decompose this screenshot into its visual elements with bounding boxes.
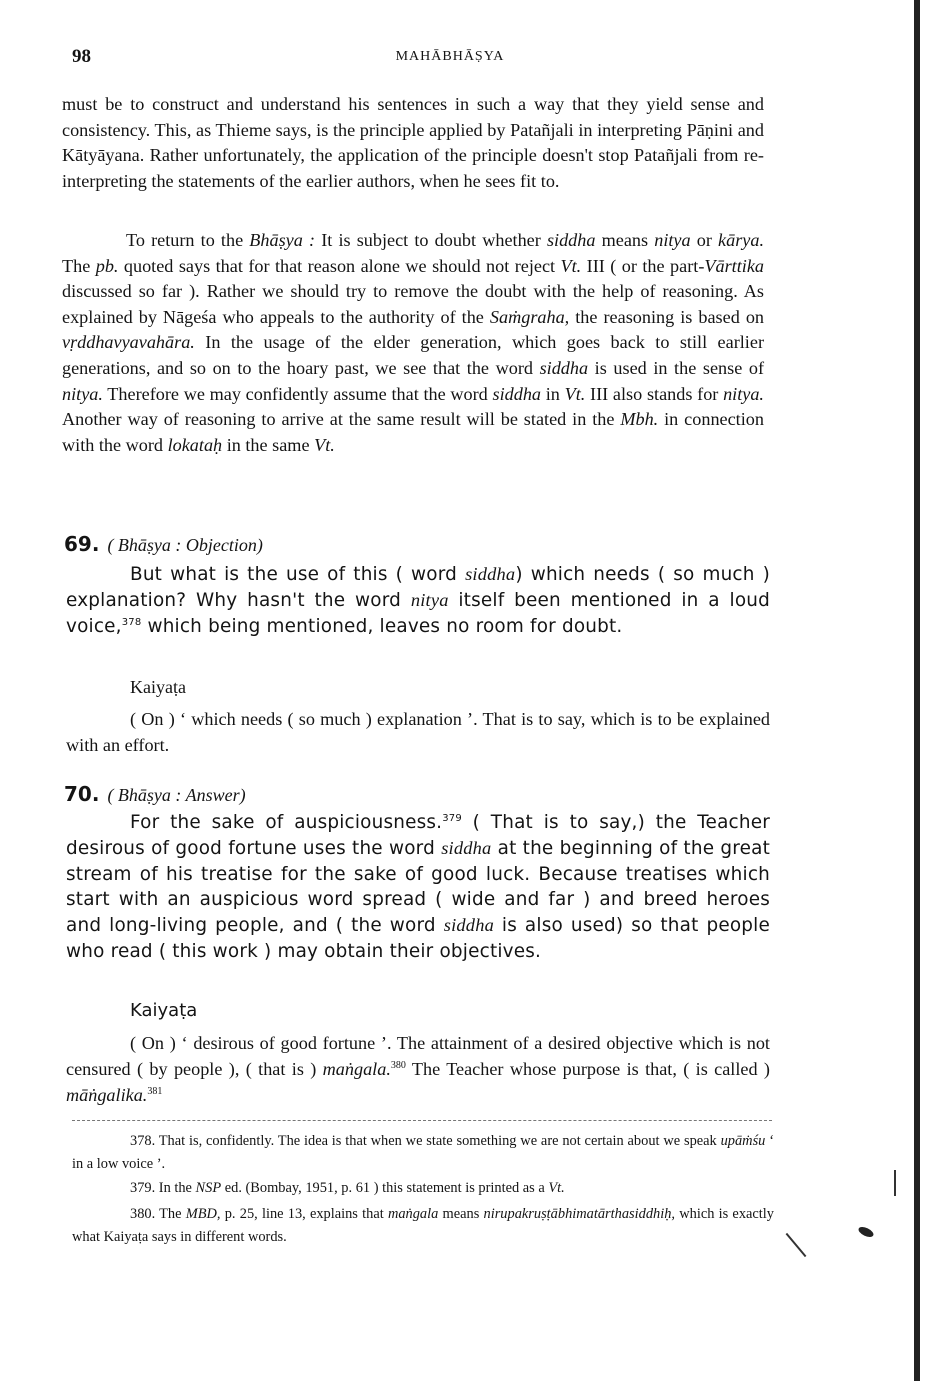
footnote-380: 380. The MBD, p. 25, line 13, explains that maṅgala means nirupakruṣṭābhimatārthasiddhiḥ, which is exactly what Kaiyaṭa says in different words. — [72, 1206, 774, 1245]
page-number: 98 — [72, 46, 91, 67]
running-title: MAHĀBHĀṢYA — [395, 49, 505, 64]
footnote-divider — [72, 1120, 772, 1121]
page-binding-edge — [914, 0, 920, 1381]
footnote-379: 379. In the NSP ed. (Bombay, 1951, p. 61 ) this statement is printed as a Vt. — [130, 1180, 565, 1196]
section-70-heading: 70. ( Bhāṣya : Answer) — [64, 782, 246, 806]
section-69-translation: But what is the use of this ( word siddha) which needs ( so much ) explanation? Why hasn't the word nitya itself been mentioned in a loud voice,$^{378}$ which being mentioned, leaves no room for doubt. — [66, 564, 770, 637]
footnote-378: 378. That is, confidently. The idea is that when we state something we are not certain about we speak upāṁśu ‘ in a low voice ’. — [72, 1133, 775, 1172]
kaiyata-heading: Kaiyaṭa — [130, 1000, 198, 1021]
kaiyata-comment-70: ( On ) ‘ desirous of good fortune ’. The attainment of a desired objective which is not censured ( by people ), ( that is ) maṅgala.$^{380}$ The Teacher whose purpose is that, ( is called ) māṅgalika.$^{381}$ — [66, 1033, 770, 1105]
kaiyata-heading: Kaiyaṭa — [130, 677, 186, 697]
scan-mark — [894, 1170, 896, 1196]
paragraph-bhasya-discussion: To return to the Bhāṣya : It is subject to doubt whether siddha means nitya or kārya. The pb. quoted says that for that reason alone we should not reject Vt. III ( or the part-Vārttika discussed so far ). Rather we should try to remove the doubt with the help of reasoning. As explained by Nāgeśa who appeals to the authority of the Saṁgraha, the reasoning is based on vṛddhavyavahāra. In the usage of the elder generation, which goes back to still earlier generations, and so on to the hoary past, we see that the word siddha is used in the sense of nitya. Therefore we may confidently assume that the word siddha in Vt. III also stands for nitya. Another way of reasoning to arrive at the same result will be stated in the Mbh. in connection with the word lokataḥ in the same Vt. — [62, 230, 765, 455]
scan-mark — [786, 1233, 807, 1257]
section-70-translation: For the sake of auspiciousness.$^{379}$ ( That is to say,) the Teacher desirous of good fortune uses the word siddha at the beginning of the great stream of his treatise for the sake of good luck. Because treatises which start with an auspicious word spread ( wide and far ) and breed heroes and long-living people, and ( the word siddha is also used) so that people who read ( this work ) may obtain their objectives. — [66, 812, 771, 962]
scan-mark — [857, 1225, 875, 1239]
section-69-heading: 69. ( Bhāṣya : Objection) — [64, 532, 263, 556]
paragraph-intro: must be to construct and understand his sentences in such a way that they yield sense and consistency. This, as Thieme says, is the principle applied by Patañjali in interpreting Pāṇini and Kātyāyana. Rather unfortunately, the application of the principle doesn't stop Patañjali from re-interpreting the statements of the earlier authors, when he sees fit to. — [62, 94, 764, 191]
kaiyata-comment-69: ( On ) ‘ which needs ( so much ) explanation ’. That is to say, which is to be explained with an effort. — [66, 709, 770, 755]
